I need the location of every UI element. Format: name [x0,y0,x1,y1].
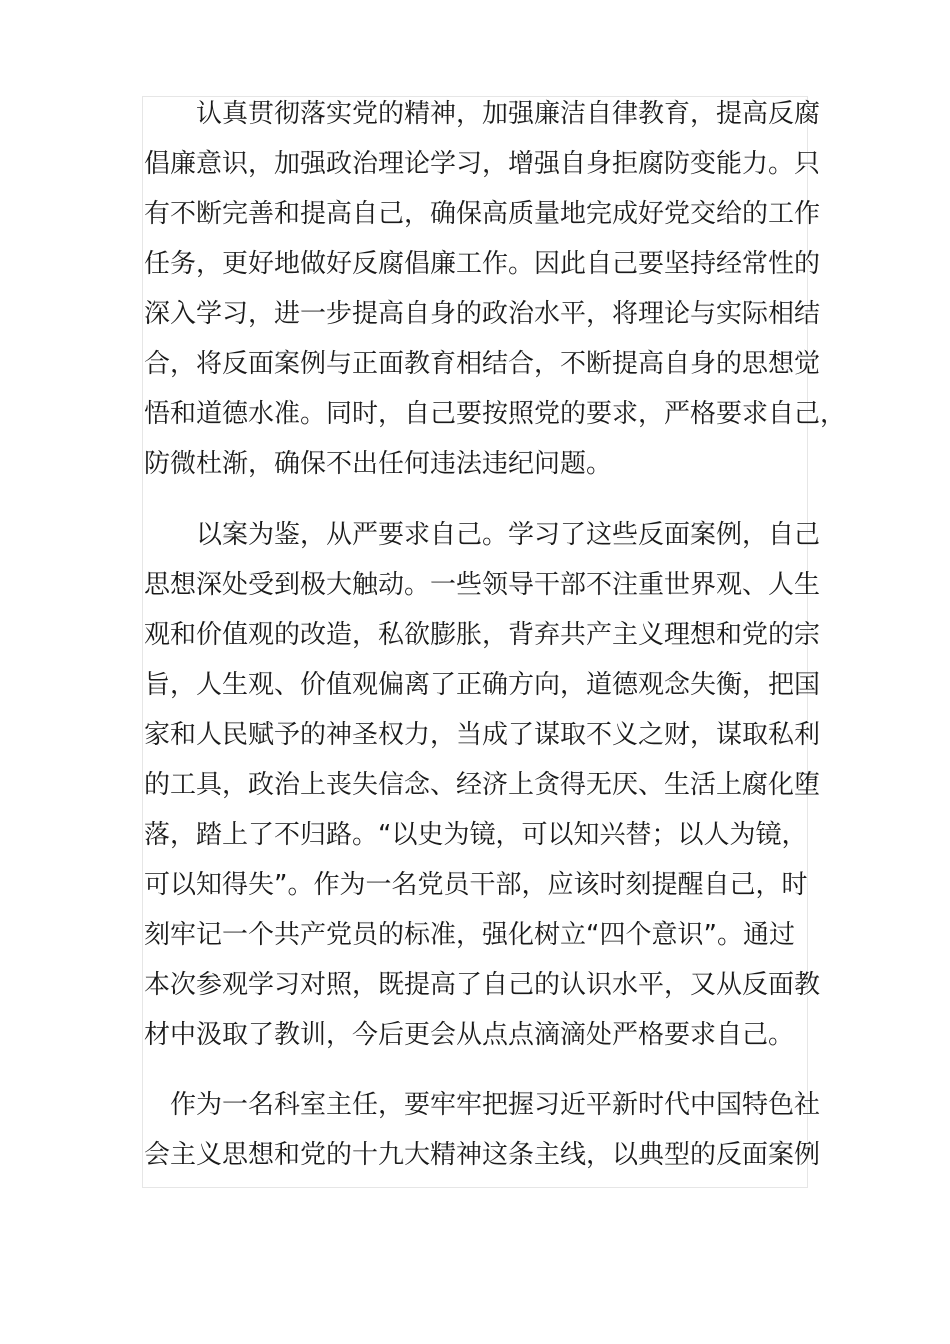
paragraph-2-line-9: 刻牢记一个共产党员的标准，强化树立“四个意识”。通过 [144,920,795,950]
paragraph-3-line-1: 作为一名科室主任，要牢牢把握习近平新时代中国特色社 [170,1090,821,1120]
paragraph-1-line-1: 认真贯彻落实党的精神，加强廉洁自律教育，提高反腐 [196,99,821,129]
paragraph-1-line-5: 深入学习，进一步提高自身的政治水平，将理论与实际相结 [144,299,821,329]
paragraph-2-line-4: 旨，人生观、价值观偏离了正确方向，道德观念失衡，把国 [144,670,821,700]
paragraph-1-line-3: 有不断完善和提高自己，确保高质量地完成好党交给的工作 [144,199,821,229]
paragraph-2-line-7: 落，踏上了不归路。“以史为镜，可以知兴替；以人为镜， [144,820,808,850]
paragraph-2-line-2: 思想深处受到极大触动。一些领导干部不注重世界观、人生 [144,570,821,600]
paragraph-2-line-1: 以案为鉴，从严要求自己。学习了这些反面案例，自己 [196,520,821,550]
paragraph-2-line-3: 观和价值观的改造，私欲膨胀，背弃共产主义理想和党的宗 [144,620,821,650]
paragraph-1-line-8: 防微杜渐，确保不出任何违法违纪问题。 [144,449,613,479]
paragraph-2-line-8: 可以知得失”。作为一名党员干部，应该时刻提醒自己，时 [144,870,808,900]
paragraph-2-line-5: 家和人民赋予的神圣权力，当成了谋取不义之财，谋取私利 [144,720,821,750]
paragraph-2-line-11: 材中汲取了教训，今后更会从点点滴滴处严格要求自己。 [144,1020,795,1050]
paragraph-3-line-2: 会主义思想和党的十九大精神这条主线，以典型的反面案例 [144,1140,821,1170]
paragraph-1-line-6: 合，将反面案例与正面教育相结合，不断提高自身的思想觉 [144,349,821,379]
paragraph-2-line-10: 本次参观学习对照，既提高了自己的认识水平，又从反面教 [144,970,821,1000]
paragraph-1-line-2: 倡廉意识，加强政治理论学习，增强自身拒腐防变能力。只 [144,149,821,179]
paragraph-2-line-6: 的工具，政治上丧失信念、经济上贪得无厌、生活上腐化堕 [144,770,821,800]
paragraph-1-line-7: 悟和道德水准。同时，自己要按照党的要求，严格要求自己， [144,399,847,429]
paragraph-1-line-4: 任务，更好地做好反腐倡廉工作。因此自己要坚持经常性的 [144,249,821,279]
